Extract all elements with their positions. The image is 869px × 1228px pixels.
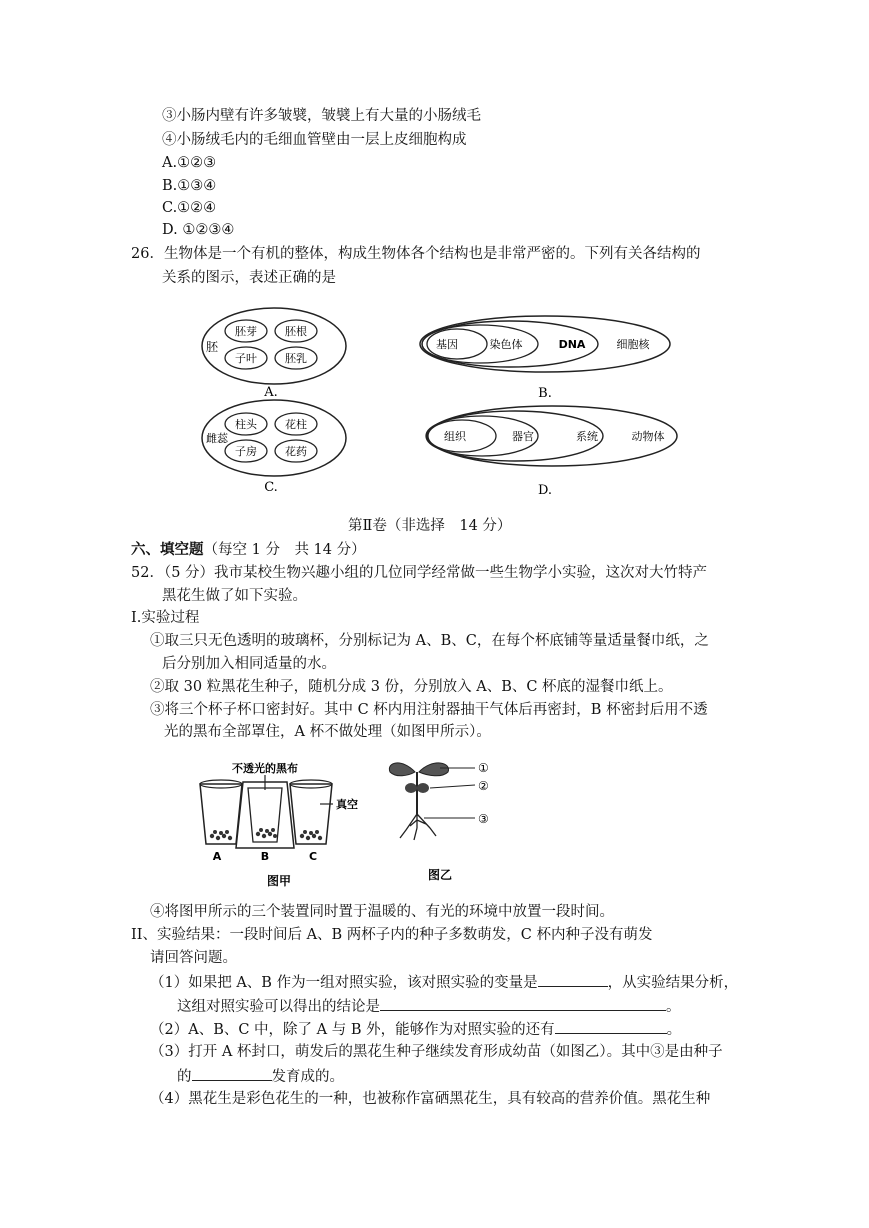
diagram-c-item-4: 花药 <box>285 445 307 458</box>
question-2-text-before: （2）A、B、C 中，除了 A 与 B 外，能够作为对照实验的还有 <box>150 1022 555 1038</box>
q25-statement-4: ④小肠绒毛内的毛细血管壁由一层上皮细胞构成 <box>162 132 467 148</box>
diagram-c <box>202 400 346 495</box>
diagram-c-label: C. <box>264 480 278 495</box>
figure-jia-caption: 图甲 <box>266 874 292 888</box>
figure-yi-caption: 图乙 <box>427 868 453 882</box>
q25-option-c: C.①②④ <box>162 200 217 216</box>
q52-stem-line2: 黑花生做了如下实验。 <box>162 588 307 604</box>
q26-structure-diagrams <box>190 296 690 508</box>
answer-blank-2[interactable] <box>380 996 666 1011</box>
diagram-c-outer-label: 雌蕊 <box>206 432 228 445</box>
diagram-a-item-4: 胚乳 <box>285 352 307 365</box>
diagram-a-outer-label: 胚 <box>206 340 219 354</box>
black-cloth-label: 不透光的黑布 <box>232 762 298 775</box>
diagram-c-item-2: 花柱 <box>285 418 307 431</box>
seedling-mark-3: ③ <box>478 812 489 826</box>
experiment-figures <box>190 748 510 896</box>
seedling-mark-2: ② <box>478 779 489 793</box>
question-1-text-after: ，从实验结果分析， <box>607 975 739 991</box>
diagram-b-item-2: 染色体 <box>489 338 523 351</box>
step-1-line2: 后分别加入相同适量的水。 <box>162 656 336 672</box>
diagram-b <box>420 316 670 401</box>
diagram-a <box>202 308 346 400</box>
experiment-result-line1: II、实验结果：一段时间后 A、B 两杯子内的种子多数萌发，C 杯内种子没有萌发 <box>131 927 653 943</box>
q25-statement-3: ③小肠内壁有许多皱襞，皱襞上有大量的小肠绒毛 <box>162 108 481 124</box>
question-3b-text-before: 的 <box>177 1069 192 1085</box>
figure-yi <box>389 761 488 882</box>
question-3b-text-after: 发育成的。 <box>271 1069 344 1085</box>
part-6-note: （每空 1 分 共 14 分） <box>203 542 366 558</box>
question-1-text-before: （1）如果把 A、B 作为一组对照实验，该对照实验的变量是 <box>150 975 538 991</box>
question-1-line2 <box>177 996 681 1017</box>
diagram-b-item-1: 基因 <box>436 338 458 351</box>
question-2 <box>150 1019 681 1040</box>
diagram-a-item-3: 子叶 <box>235 352 257 365</box>
diagram-b-label: B. <box>538 386 552 401</box>
step-3-line1: ③将三个杯子杯口密封好。其中 C 杯内用注射器抽干气体后再密封，B 杯密封后用不透 <box>150 702 708 718</box>
cup-a-label: A <box>212 850 222 863</box>
question-4-line1: （4）黑花生是彩色花生的一种，也被称作富硒黑花生，具有较高的营养价值。黑花生种 <box>150 1091 711 1107</box>
section-2-title: 第Ⅱ卷（非选择 14 分） <box>348 518 512 534</box>
q52-stem-line1: 52．（5 分）我市某校生物兴趣小组的几位同学经常做一些生物学小实验，这次对大竹特产 <box>131 565 708 581</box>
question-1-line1 <box>150 972 738 993</box>
q25-option-d: D. ①②③④ <box>162 222 235 238</box>
diagram-d-item-4: 动物体 <box>631 430 665 443</box>
diagram-d-item-3: 系统 <box>576 430 598 443</box>
q26-stem-line1: 26．生物体是一个有机的整体，构成生物体各个结构也是非常严密的。下列有关各结构的 <box>131 246 701 262</box>
diagram-a-item-2: 胚根 <box>285 325 307 338</box>
diagram-d-item-1: 组织 <box>444 430 466 443</box>
q26-stem-line2: 关系的图示，表述正确的是 <box>162 270 336 286</box>
part-6-heading <box>131 540 366 560</box>
diagram-b-item-3: DNA <box>558 338 586 351</box>
diagram-c-item-3: 子房 <box>235 445 257 458</box>
question-3-line2 <box>177 1066 344 1087</box>
seedling-mark-1: ① <box>478 761 489 775</box>
q25-option-b: B.①③④ <box>162 178 217 194</box>
step-3-line2: 光的黑布全部罩住，A 杯不做处理（如图甲所示）。 <box>164 724 491 740</box>
figure-jia <box>200 761 358 888</box>
question-2-text-after: 。 <box>666 1022 682 1038</box>
diagram-b-item-4: 细胞核 <box>616 338 650 351</box>
cup-b-label: B <box>260 850 270 863</box>
experiment-result-line2: 请回答问题。 <box>150 950 237 966</box>
cup-c-label: C <box>308 850 318 863</box>
question-3-line1: （3）打开 A 杯封口，萌发后的黑花生种子继续发育形成幼苗（如图乙）。其中③是由种子 <box>150 1044 723 1060</box>
question-1b-text-after: 。 <box>666 999 681 1015</box>
vacuum-label: 真空 <box>336 798 358 811</box>
question-1b-text-before: 这组对照实验可以得出的结论是 <box>177 999 380 1015</box>
diagram-a-item-1: 胚芽 <box>235 325 257 338</box>
diagram-a-label: A. <box>264 385 278 400</box>
diagram-d <box>426 406 677 498</box>
diagram-c-item-1: 柱头 <box>235 418 257 431</box>
diagram-d-label: D. <box>537 483 553 498</box>
q25-option-a: A.①②③ <box>162 155 217 171</box>
diagram-d-item-2: 器官 <box>512 430 534 443</box>
answer-blank-1[interactable] <box>538 972 608 987</box>
step-1-line1: ①取三只无色透明的玻璃杯，分别标记为 A、B、C，在每个杯底铺等量适量餐巾纸，之 <box>150 633 709 649</box>
step-4: ④将图甲所示的三个装置同时置于温暖的、有光的环境中放置一段时间。 <box>150 904 614 920</box>
part-6-title: 六、填空题 <box>131 541 204 558</box>
answer-blank-4[interactable] <box>192 1066 272 1081</box>
answer-blank-3[interactable] <box>555 1019 667 1034</box>
step-2: ②取 30 粒黑花生种子，随机分成 3 份，分别放入 A、B、C 杯底的湿餐巾纸上。 <box>150 679 673 695</box>
experiment-process-title: I.实验过程 <box>131 610 200 626</box>
